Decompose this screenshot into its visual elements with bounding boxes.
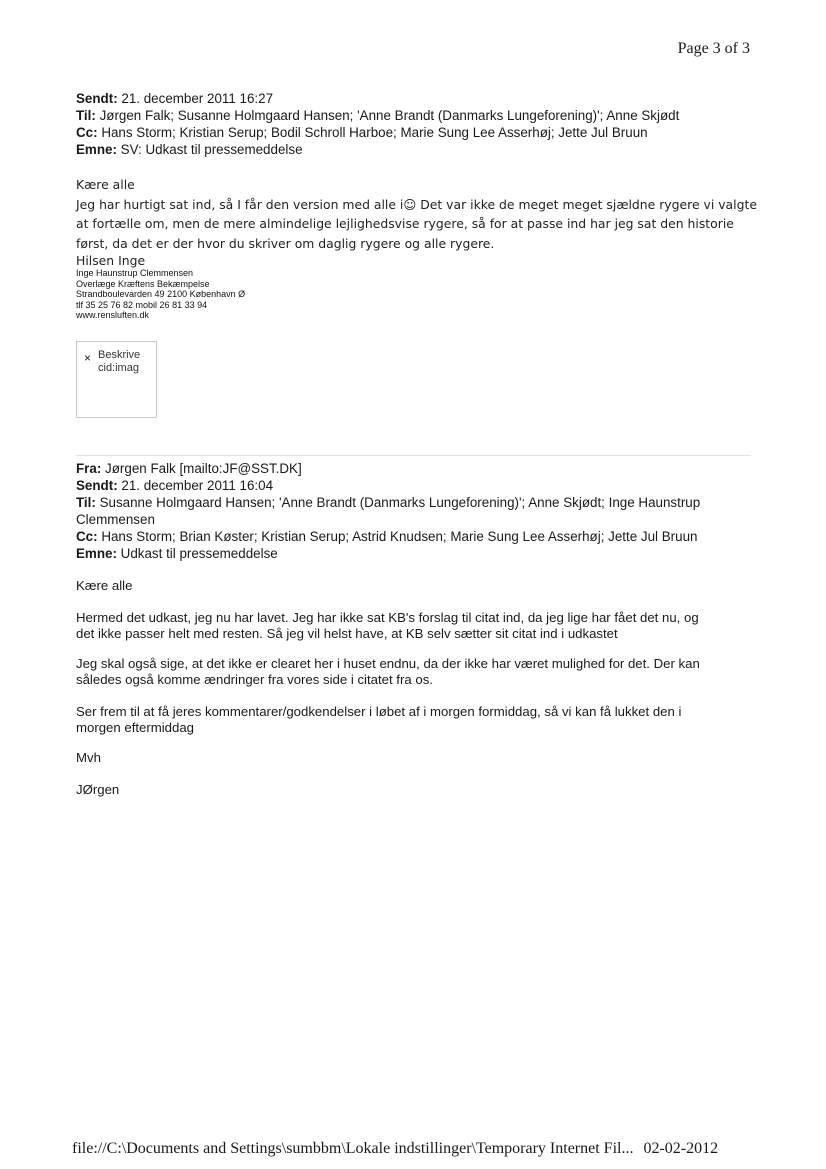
paragraph-line: Ser frem til at få jeres kommentarer/godkendelser i løbet af i morgen formiddag, så vi kan få lukket den i (76, 704, 682, 719)
subject-value: Udkast til pressemeddelse (120, 546, 278, 561)
sent-label: Sendt: (76, 478, 118, 493)
footer-date: 02-02-2012 (643, 1140, 719, 1157)
to-value-continued: Clemmensen (76, 512, 155, 527)
sent-value: 21. december 2011 16:27 (121, 91, 274, 106)
paragraph-line: således også komme ændringer fra vores side i citatet fra os. (76, 672, 433, 687)
closing: Mvh (76, 750, 101, 765)
cc-label: Cc: (76, 529, 98, 544)
footer (72, 1140, 718, 1158)
reply-line: at fortælle om, men de mere almindelige lejlighedsvise rygere, så for at passe ind har jeg sat den historie (76, 216, 734, 231)
reply-line: først, da det er der hvor du skriver om daglig rygere og alle rygere. (76, 235, 495, 251)
to-label: Til: (76, 108, 96, 123)
original-header (76, 460, 756, 562)
broken-image-placeholder (76, 341, 157, 418)
sent-value: 21. december 2011 16:04 (121, 478, 274, 493)
signature-line: Strandboulevarden 49 2100 København Ø (76, 289, 246, 299)
paragraph-line: det ikke passer helt med resten. Så jeg vil helst have, at KB selv sætter sit citat ind i udkastet (76, 626, 618, 641)
image-alt-text: Beskrive (98, 349, 141, 361)
signature-line: tlf 35 25 76 82 mobil 26 81 33 94 (76, 299, 208, 310)
reply-body (76, 175, 766, 269)
signature-line: Overlæge Kræftens Bekæmpelse (76, 278, 210, 289)
to-label: Til: (76, 495, 96, 510)
reply-line: Jeg har hurtigt sat ind, så I får den version med alle i☺ Det var ikke de meget meget sjældne rygere vi valgte (76, 196, 757, 212)
signature-link[interactable]: www.rensluften.dk (76, 310, 150, 320)
broken-image-icon: × (84, 351, 92, 365)
greeting: Kære alle (76, 578, 133, 593)
reply-line: Kære alle (76, 177, 135, 192)
sender-name: JØrgen (76, 782, 120, 797)
signature-line: Inge Haunstrup Clemmensen (76, 268, 194, 278)
cc-value: Hans Storm; Kristian Serup; Bodil Schroll Harboe; Marie Sung Lee Asserhøj; Jette Jul Bruun (101, 125, 648, 140)
page-number: Page 3 of 3 (677, 40, 750, 57)
divider (76, 455, 751, 456)
paragraph-line: Hermed det udkast, jeg nu har lavet. Jeg har ikke sat KB's forslag til citat ind, da jeg lige har fået det nu, og (76, 610, 699, 625)
from-value: Jørgen Falk [mailto:JF@SST.DK] (105, 461, 302, 476)
subject-value: SV: Udkast til pressemeddelse (120, 142, 303, 157)
subject-label: Emne: (76, 142, 117, 157)
image-cid-text: cid:imag (98, 362, 139, 374)
cc-value: Hans Storm; Brian Køster; Kristian Serup; Astrid Knudsen; Marie Sung Lee Asserhøj; Jette Jul Bruun (101, 529, 698, 544)
reply-header (76, 90, 756, 158)
footer-path: file://C:\Documents and Settings\sumbbm\Lokale indstillinger\Temporary Internet Fil... (72, 1140, 634, 1157)
paragraph-line: morgen eftermiddag (76, 720, 195, 735)
sent-label: Sendt: (76, 91, 118, 106)
to-value: Jørgen Falk; Susanne Holmgaard Hansen; 'Anne Brandt (Danmarks Lungeforening)'; Anne Skjødt (99, 108, 680, 123)
signature (76, 268, 245, 321)
cc-label: Cc: (76, 125, 98, 140)
paragraph-2 (76, 656, 766, 688)
reply-line: Hilsen Inge (76, 253, 146, 268)
to-value: Susanne Holmgaard Hansen; 'Anne Brandt (Danmarks Lungeforening)'; Anne Skjødt; Inge Haunstrup (99, 495, 701, 510)
paragraph-1 (76, 610, 766, 642)
paragraph-3 (76, 704, 766, 736)
from-label: Fra: (76, 461, 102, 476)
subject-label: Emne: (76, 546, 117, 561)
paragraph-line: Jeg skal også sige, at det ikke er clearet her i huset endnu, da der ikke har været mulighed for det. Der kan (76, 656, 700, 671)
